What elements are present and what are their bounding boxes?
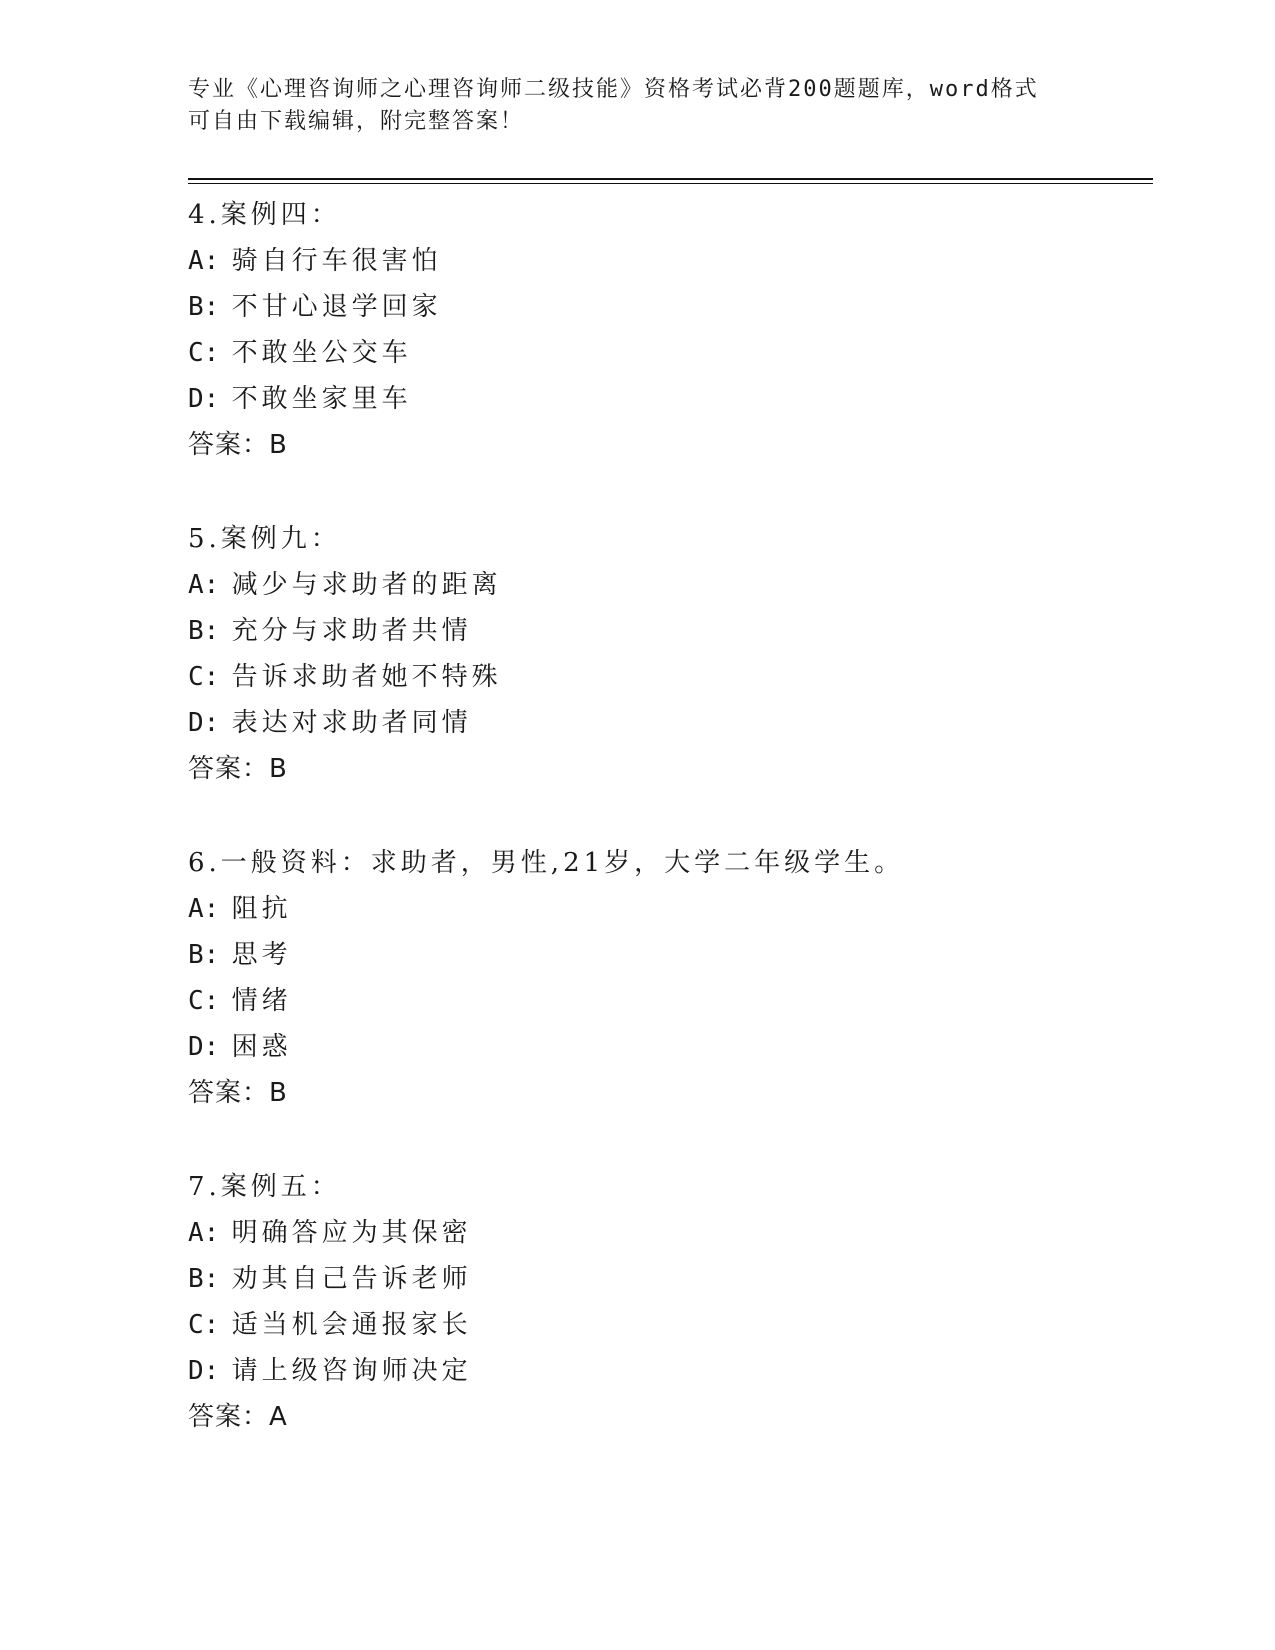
option-prefix: D: xyxy=(188,708,220,738)
option-text: 充分与求助者共情 xyxy=(231,616,472,646)
option-prefix: D: xyxy=(188,1356,220,1386)
option-a xyxy=(188,238,1148,284)
option-prefix: D: xyxy=(188,384,220,414)
option-d xyxy=(188,1024,1148,1070)
option-text: 困惑 xyxy=(231,1032,292,1062)
option-text: 明确答应为其保密 xyxy=(231,1218,472,1248)
option-text: 情绪 xyxy=(231,986,292,1016)
option-prefix: B: xyxy=(188,292,220,322)
option-prefix: B: xyxy=(188,940,220,970)
header-line-2: 可自由下载编辑，附完整答案！ xyxy=(188,109,525,134)
option-prefix: C: xyxy=(188,662,220,692)
question-item xyxy=(188,192,1148,468)
option-b xyxy=(188,284,1148,330)
option-b xyxy=(188,608,1148,654)
option-prefix: D: xyxy=(188,1032,220,1062)
option-text: 思考 xyxy=(231,940,292,970)
question-title: 6.一般资料：求助者，男性,21岁，大学二年级学生。 xyxy=(188,848,905,878)
header-line-1: 专业《心理咨询师之心理咨询师二级技能》资格考试必背200题题库，word格式 xyxy=(188,77,1039,102)
question-title: 7.案例五： xyxy=(188,1172,341,1202)
question-item xyxy=(188,516,1148,792)
option-prefix: A: xyxy=(188,1218,220,1248)
option-text: 适当机会通报家长 xyxy=(231,1310,472,1340)
header-divider-thin xyxy=(188,183,1153,184)
answer-line: 答案：B xyxy=(188,754,288,784)
option-prefix: C: xyxy=(188,338,220,368)
option-prefix: A: xyxy=(188,894,220,924)
option-text: 告诉求助者她不特殊 xyxy=(231,662,502,692)
header-divider-thick xyxy=(188,178,1153,180)
answer-line: 答案：B xyxy=(188,430,288,460)
option-prefix: B: xyxy=(188,616,220,646)
option-d xyxy=(188,700,1148,746)
question-list xyxy=(188,192,1148,1488)
answer-line: 答案：B xyxy=(188,1078,288,1108)
option-text: 请上级咨询师决定 xyxy=(231,1356,472,1386)
option-b xyxy=(188,1256,1148,1302)
option-c xyxy=(188,330,1148,376)
option-c xyxy=(188,978,1148,1024)
option-b xyxy=(188,932,1148,978)
option-prefix: B: xyxy=(188,1264,220,1294)
question-item xyxy=(188,1164,1148,1440)
option-a xyxy=(188,562,1148,608)
option-a xyxy=(188,1210,1148,1256)
option-prefix: C: xyxy=(188,986,220,1016)
option-c xyxy=(188,654,1148,700)
option-text: 阻抗 xyxy=(231,894,292,924)
option-d xyxy=(188,1348,1148,1394)
answer-line: 答案：A xyxy=(188,1402,288,1432)
option-text: 不敢坐公交车 xyxy=(231,338,412,368)
option-prefix: A: xyxy=(188,570,220,600)
question-title: 5.案例九： xyxy=(188,524,341,554)
option-text: 不甘心退学回家 xyxy=(231,292,442,322)
document-header xyxy=(188,74,1088,138)
option-text: 不敢坐家里车 xyxy=(231,384,412,414)
option-prefix: C: xyxy=(188,1310,220,1340)
option-text: 骑自行车很害怕 xyxy=(231,246,442,276)
question-item xyxy=(188,840,1148,1116)
option-c xyxy=(188,1302,1148,1348)
option-d xyxy=(188,376,1148,422)
option-text: 劝其自己告诉老师 xyxy=(231,1264,472,1294)
option-prefix: A: xyxy=(188,246,220,276)
option-text: 减少与求助者的距离 xyxy=(231,570,502,600)
option-a xyxy=(188,886,1148,932)
question-title: 4.案例四： xyxy=(188,200,341,230)
option-text: 表达对求助者同情 xyxy=(231,708,472,738)
